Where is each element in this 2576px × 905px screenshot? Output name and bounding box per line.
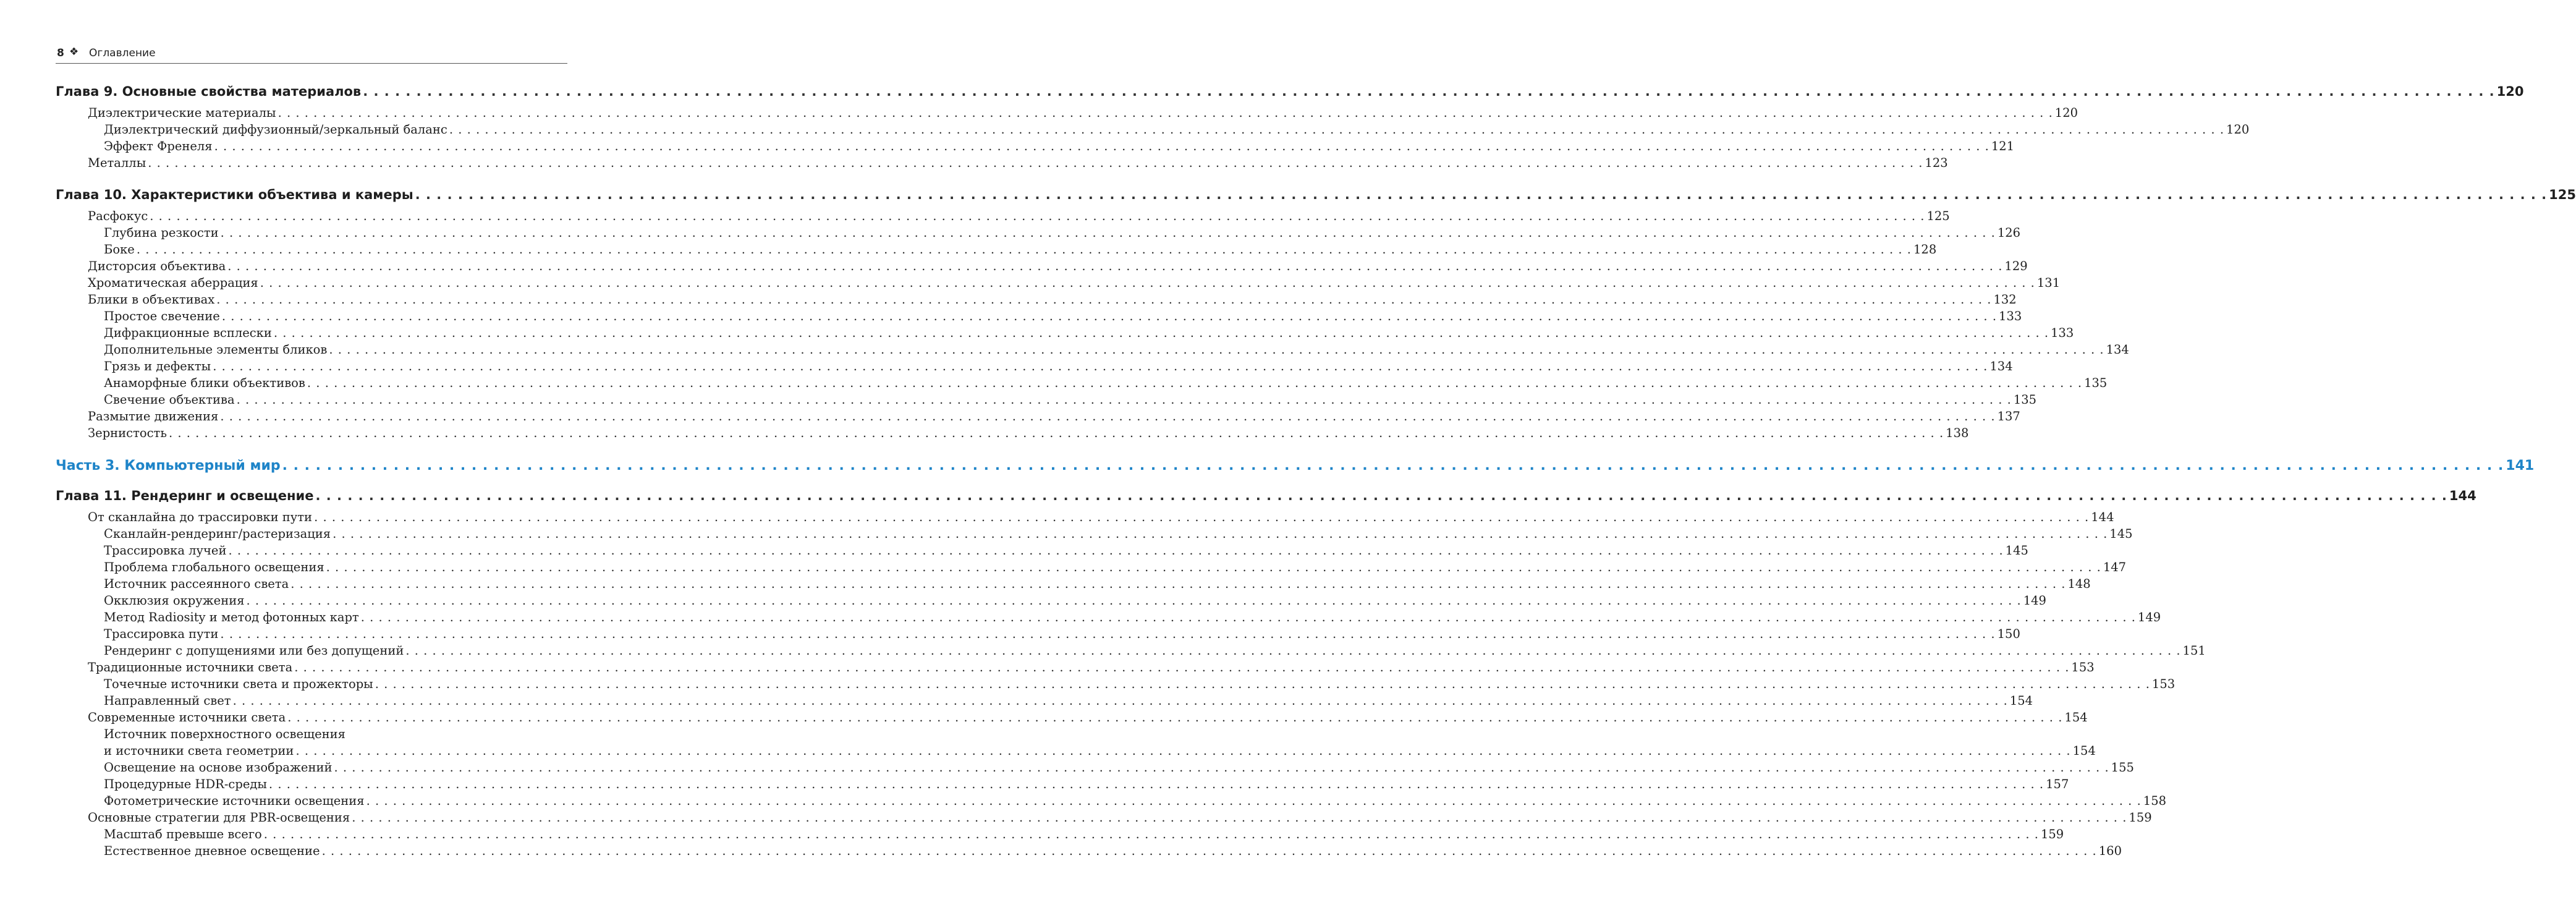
toc-entry-title: Хроматическая аберрация [88,276,258,290]
toc-entry-title: Источник поверхностного освещения [104,727,345,741]
toc-entry-title: Метод Radiosity и метод фотонных карт [104,610,359,624]
toc-entry[interactable] [56,391,2037,408]
dot-leader: . . . . . . . . . . . . . . . . . . . . . . . . . . . . . . . . . . . . . . . . . . . . . . . . . . . . . . . . . . . . . . . . . . . . . . . . . . . . . . . . . . . . . . . . . . . . . . . . . . . . . . . . . . . . . . . . . . . . . . . . . . . . . . . . . . . . . . . . . . . . . . . . . . . . . . . . . . . . . . . . . . . . . . . . . . . . . . . . . . . . . . . . . . . . . . . . . . . . . . . . [273,326,2049,340]
toc-entry[interactable] [56,224,2021,241]
toc-entry-title: Рендеринг с допущениями или без допущений [104,644,404,658]
toc-entry[interactable] [56,676,2176,692]
dot-leader: . . . . . . . . . . . . . . . . . . . . . . . . . . . . . . . . . . . . . . . . . . . . . . . . . . . . . . . . . . . . . . . . . . . . . . . . . . . . . . . . . . . . . . . . . . . . . . . . . . . . . . . . . . . . . . . . . . . . . . . . . . . . . . . . . . . . . . . . . . . . . . . . . . . . . . . . . . . . . . . . . . . . . . . . . . . . . . . . . . . . . . . . . . . . . . . . . . . . . . . . [282,458,2504,474]
toc-page-number: 159 [2129,810,2152,825]
toc-entry-title: Естественное дневное освещение [104,844,320,858]
toc-entry[interactable] [56,258,2028,274]
toc-page-number: 153 [2151,677,2176,691]
toc-page-number: 158 [2143,794,2167,808]
toc-entry[interactable] [56,425,1969,441]
dot-leader: . . . . . . . . . . . . . . . . . . . . . . . . . . . . . . . . . . . . . . . . . . . . . . . . . . . . . . . . . . . . . . . . . . . . . . . . . . . . . . . . . . . . . . . . . . . . . . . . . . . . . . . . . . . . . . . . . . . . . . . . . . . . . . . . . . . . . . . . . . . . . . . . . . . . . . . . . . . . . . . . . . . . . . . . . . . . . . . . . . . . . . . . . . . . . . . . . . . . . . . . [415,187,2548,202]
dot-leader: . . . . . . . . . . . . . . . . . . . . . . . . . . . . . . . . . . . . . . . . . . . . . . . . . . . . . . . . . . . . . . . . . . . . . . . . . . . . . . . . . . . . . . . . . . . . . . . . . . . . . . . . . . . . . . . . . . . . . . . . . . . . . . . . . . . . . . . . . . . . . . . . . . . . . . . . . . . . . . . . . . . . . . . . . . . . . . . . . . . . . . . . . . . . . . . . . . . . . . . . [290,577,2066,591]
running-header [56,43,567,64]
toc-chapter-title: Глава 9. Основные свойства материалов [56,84,362,99]
dot-leader: . . . . . . . . . . . . . . . . . . . . . . . . . . . . . . . . . . . . . . . . . . . . . . . . . . . . . . . . . . . . . . . . . . . . . . . . . . . . . . . . . . . . . . . . . . . . . . . . . . . . . . . . . . . . . . . . . . . . . . . . . . . . . . . . . . . . . . . . . . . . . . . . . . . . . . . . . . . . . . . . . . . . . . . . . . . . . . . . . . . . . . . . . . . . . . . . . . . . . . . . [363,84,2495,99]
toc-entry[interactable] [56,138,2015,155]
toc-entry[interactable] [56,308,2022,325]
toc-entry-title: Грязь и дефекты [104,359,211,373]
toc-page-number: 157 [2046,777,2069,791]
toc-entry[interactable] [56,742,2096,759]
dot-leader: . . . . . . . . . . . . . . . . . . . . . . . . . . . . . . . . . . . . . . . . . . . . . . . . . . . . . . . . . . . . . . . . . . . . . . . . . . . . . . . . . . . . . . . . . . . . . . . . . . . . . . . . . . . . . . . . . . . . . . . . . . . . . . . . . . . . . . . . . . . . . . . . . . . . . . . . . . . . . . . . . . . . . . . . . . . . . . . . . . . . . . . . . . . . . . . . . . . . . . . . [405,644,2181,658]
toc-entry-title: Освещение на основе изображений [104,760,333,775]
toc-entry[interactable] [56,241,1937,258]
toc-entry[interactable] [56,626,2020,642]
toc-entry-title: Расфокус [88,209,148,223]
toc-entry[interactable] [56,542,2028,559]
dot-leader: . . . . . . . . . . . . . . . . . . . . . . . . . . . . . . . . . . . . . . . . . . . . . . . . . . . . . . . . . . . . . . . . . . . . . . . . . . . . . . . . . . . . . . . . . . . . . . . . . . . . . . . . . . . . . . . . . . . . . . . . . . . . . . . . . . . . . . . . . . . . . . . . . . . . . . . . . . . . . . . . . . . . . . . . . . . . . . . . . . . . . . . . . . . . . . . . . . . . . . . . [263,827,2039,841]
toc-page-number: 125 [1926,209,1950,223]
dot-leader: . . . . . . . . . . . . . . . . . . . . . . . . . . . . . . . . . . . . . . . . . . . . . . . . . . . . . . . . . . . . . . . . . . . . . . . . . . . . . . . . . . . . . . . . . . . . . . . . . . . . . . . . . . . . . . . . . . . . . . . . . . . . . . . . . . . . . . . . . . . . . . . . . . . . . . . . . . . . . . . . . . . . . . . . . . . . . . . . . . . . . . . . . . . . . . . . . . . . . . . . [334,760,2109,775]
dot-leader: . . . . . . . . . . . . . . . . . . . . . . . . . . . . . . . . . . . . . . . . . . . . . . . . . . . . . . . . . . . . . . . . . . . . . . . . . . . . . . . . . . . . . . . . . . . . . . . . . . . . . . . . . . . . . . . . . . . . . . . . . . . . . . . . . . . . . . . . . . . . . . . . . . . . . . . . . . . . . . . . . . . . . . . . . . . . . . . . . . . . . . . . . . . . . . . . . . . . . . . . [375,677,2150,691]
toc-chapter-title: Глава 11. Рендеринг и освещение [56,488,314,503]
toc-page-number: 131 [2036,276,2061,290]
toc-entry[interactable] [56,375,2108,391]
toc-entry-title: Источник рассеянного света [104,577,289,591]
toc-page-number: 145 [2005,543,2028,558]
toc-entry-title: Свечение объектива [104,393,235,407]
toc-entry[interactable] [56,274,2061,291]
toc-entry-title: и источники света геометрии [104,744,294,758]
toc-entry-title: Простое свечение [104,309,220,323]
dot-leader: . . . . . . . . . . . . . . . . . . . . . . . . . . . . . . . . . . . . . . . . . . . . . . . . . . . . . . . . . . . . . . . . . . . . . . . . . . . . . . . . . . . . . . . . . . . . . . . . . . . . . . . . . . . . . . . . . . . . . . . . . . . . . . . . . . . . . . . . . . . . . . . . . . . . . . . . . . . . . . . . . . . . . . . . . . . . . . . . . . . . . . . . . . . . . . . . . . . . . . . . [136,242,1912,257]
dot-leader: . . . . . . . . . . . . . . . . . . . . . . . . . . . . . . . . . . . . . . . . . . . . . . . . . . . . . . . . . . . . . . . . . . . . . . . . . . . . . . . . . . . . . . . . . . . . . . . . . . . . . . . . . . . . . . . . . . . . . . . . . . . . . . . . . . . . . . . . . . . . . . . . . . . . . . . . . . . . . . . . . . . . . . . . . . . . . . . . . . . . . . . . . . . . . . . . . . . . . . . . [214,139,1989,153]
dot-leader: . . . . . . . . . . . . . . . . . . . . . . . . . . . . . . . . . . . . . . . . . . . . . . . . . . . . . . . . . . . . . . . . . . . . . . . . . . . . . . . . . . . . . . . . . . . . . . . . . . . . . . . . . . . . . . . . . . . . . . . . . . . . . . . . . . . . . . . . . . . . . . . . . . . . . . . . . . . . . . . . . . . . . . . . . . . . . . . . . . . . . . . . . . . . . . . . . . . . . . . . [360,610,2136,624]
toc-page-number: 141 [2506,458,2535,474]
toc-entry[interactable] [56,341,2129,358]
toc-page-number: 148 [2067,577,2091,591]
toc-entry-title: Дополнительные элементы бликов [104,342,328,357]
dot-leader: . . . . . . . . . . . . . . . . . . . . . . . . . . . . . . . . . . . . . . . . . . . . . . . . . . . . . . . . . . . . . . . . . . . . . . . . . . . . . . . . . . . . . . . . . . . . . . . . . . . . . . . . . . . . . . . . . . . . . . . . . . . . . . . . . . . . . . . . . . . . . . . . . . . . . . . . . . . . . . . . . . . . . . . . . . . . . . . . . . . . . . . . . . . . . . . . . . . . . . . . [352,810,2127,825]
dot-leader: . . . . . . . . . . . . . . . . . . . . . . . . . . . . . . . . . . . . . . . . . . . . . . . . . . . . . . . . . . . . . . . . . . . . . . . . . . . . . . . . . . . . . . . . . . . . . . . . . . . . . . . . . . . . . . . . . . . . . . . . . . . . . . . . . . . . . . . . . . . . . . . . . . . . . . . . . . . . . . . . . . . . . . . . . . . . . . . . . . . . . . . . . . . . . . . . . . . . . . . . [314,510,2090,524]
dot-leader: . . . . . . . . . . . . . . . . . . . . . . . . . . . . . . . . . . . . . . . . . . . . . . . . . . . . . . . . . . . . . . . . . . . . . . . . . . . . . . . . . . . . . . . . . . . . . . . . . . . . . . . . . . . . . . . . . . . . . . . . . . . . . . . . . . . . . . . . . . . . . . . . . . . . . . . . . . . . . . . . . . . . . . . . . . . . . . . . . . . . . . . . . . . . . . . . . . . . . . . . [260,276,2035,290]
toc-entry[interactable] [56,709,2088,726]
toc-entry-title: Диэлектрический диффузионный/зеркальный баланс [104,122,447,137]
toc-page-number: 133 [2051,326,2074,340]
toc-entry-title: Основные стратегии для PBR-освещения [88,810,350,825]
toc-entry[interactable] [56,291,2017,308]
dot-leader: . . . . . . . . . . . . . . . . . . . . . . . . . . . . . . . . . . . . . . . . . . . . . . . . . . . . . . . . . . . . . . . . . . . . . . . . . . . . . . . . . . . . . . . . . . . . . . . . . . . . . . . . . . . . . . . . . . . . . . . . . . . . . . . . . . . . . . . . . . . . . . . . . . . . . . . . . . . . . . . . . . . . . . . . . . . . . . . . . . . . . . . . . . . . . . . . . . . . . . . . [329,342,2104,357]
toc-entry-title: Трассировка лучей [104,543,227,558]
toc-part-3[interactable] [56,454,2535,478]
toc-page-number: 134 [1989,359,2013,373]
table-of-contents [56,77,2576,859]
dot-leader: . . . . . . . . . . . . . . . . . . . . . . . . . . . . . . . . . . . . . . . . . . . . . . . . . . . . . . . . . . . . . . . . . . . . . . . . . . . . . . . . . . . . . . . . . . . . . . . . . . . . . . . . . . . . . . . . . . . . . . . . . . . . . . . . . . . . . . . . . . . . . . . . . . . . . . . . . . . . . . . . . . . . . . . . . . . . . . . . . . . . . . . . . . . . . . . . . . . . . . . . [307,376,2083,390]
toc-page-number: 149 [2023,593,2046,608]
toc-entry-title: Трассировка пути [104,627,219,641]
toc-entry[interactable] [56,642,2206,659]
dot-leader: . . . . . . . . . . . . . . . . . . . . . . . . . . . . . . . . . . . . . . . . . . . . . . . . . . . . . . . . . . . . . . . . . . . . . . . . . . . . . . . . . . . . . . . . . . . . . . . . . . . . . . . . . . . . . . . . . . . . . . . . . . . . . . . . . . . . . . . . . . . . . . . . . . . . . . . . . . . . . . . . . . . . . . . . . . . . . . . . . . . . . . . . . . . . . . . . . . . . . . . . [366,794,2142,808]
toc-page-number: 132 [1993,292,2017,307]
toc-entry-title: Масштаб превыше всего [104,827,262,841]
toc-page-number: 160 [2098,844,2122,858]
toc-entry-title: Глубина резкости [104,226,219,240]
toc-page-number: 129 [2004,259,2028,273]
toc-page-number: 135 [2013,393,2037,407]
toc-page-number: 120 [2054,106,2078,120]
toc-page-number: 123 [1925,156,1948,170]
dot-leader: . . . . . . . . . . . . . . . . . . . . . . . . . . . . . . . . . . . . . . . . . . . . . . . . . . . . . . . . . . . . . . . . . . . . . . . . . . . . . . . . . . . . . . . . . . . . . . . . . . . . . . . . . . . . . . . . . . . . . . . . . . . . . . . . . . . . . . . . . . . . . . . . . . . . . . . . . . . . . . . . . . . . . . . . . . . . . . . . . . . . . . . . . . . . . . . . . . . . . . . . [236,393,2012,407]
dot-leader: . . . . . . . . . . . . . . . . . . . . . . . . . . . . . . . . . . . . . . . . . . . . . . . . . . . . . . . . . . . . . . . . . . . . . . . . . . . . . . . . . . . . . . . . . . . . . . . . . . . . . . . . . . . . . . . . . . . . . . . . . . . . . . . . . . . . . . . . . . . . . . . . . . . . . . . . . . . . . . . . . . . . . . . . . . . . . . . . . . . . . . . . . . . . . . . . . . . . . . . . [321,844,2097,858]
toc-entry-title: Традиционные источники света [88,660,293,674]
toc-page-number: 126 [1997,226,2021,240]
toc-page-number: 144 [2091,510,2114,524]
dot-leader: . . . . . . . . . . . . . . . . . . . . . . . . . . . . . . . . . . . . . . . . . . . . . . . . . . . . . . . . . . . . . . . . . . . . . . . . . . . . . . . . . . . . . . . . . . . . . . . . . . . . . . . . . . . . . . . . . . . . . . . . . . . . . . . . . . . . . . . . . . . . . . . . . . . . . . . . . . . . . . . . . . . . . . . . . . . . . . . . . . . . . . . . . . . . . . . . . . . . . . . . [278,106,2053,120]
dot-leader: . . . . . . . . . . . . . . . . . . . . . . . . . . . . . . . . . . . . . . . . . . . . . . . . . . . . . . . . . . . . . . . . . . . . . . . . . . . . . . . . . . . . . . . . . . . . . . . . . . . . . . . . . . . . . . . . . . . . . . . . . . . . . . . . . . . . . . . . . . . . . . . . . . . . . . . . . . . . . . . . . . . . . . . . . . . . . . . . . . . . . . . . . . . . . . . . . . . . . . . . [221,309,1998,323]
dot-leader: . . . . . . . . . . . . . . . . . . . . . . . . . . . . . . . . . . . . . . . . . . . . . . . . . . . . . . . . . . . . . . . . . . . . . . . . . . . . . . . . . . . . . . . . . . . . . . . . . . . . . . . . . . . . . . . . . . . . . . . . . . . . . . . . . . . . . . . . . . . . . . . . . . . . . . . . . . . . . . . . . . . . . . . . . . . . . . . . . . . . . . . . . . . . . . . . . . . . . . . . [294,660,2070,674]
toc-entry[interactable] [56,325,2074,341]
dot-leader: . . . . . . . . . . . . . . . . . . . . . . . . . . . . . . . . . . . . . . . . . . . . . . . . . . . . . . . . . . . . . . . . . . . . . . . . . . . . . . . . . . . . . . . . . . . . . . . . . . . . . . . . . . . . . . . . . . . . . . . . . . . . . . . . . . . . . . . . . . . . . . . . . . . . . . . . . . . . . . . . . . . . . . . . . . . . . . . . . . . . . . . . . . . . . . . . . . . . . . . . [333,527,2108,541]
toc-page-number: 134 [2106,342,2129,357]
toc-entry[interactable] [56,659,2095,676]
toc-page-number: 145 [2109,527,2133,541]
toc-page-number: 153 [2071,660,2095,674]
toc-entry[interactable] [56,759,2134,776]
dot-leader: . . . . . . . . . . . . . . . . . . . . . . . . . . . . . . . . . . . . . . . . . . . . . . . . . . . . . . . . . . . . . . . . . . . . . . . . . . . . . . . . . . . . . . . . . . . . . . . . . . . . . . . . . . . . . . . . . . . . . . . . . . . . . . . . . . . . . . . . . . . . . . . . . . . . . . . . . . . . . . . . . . . . . . . . . . . . . . . . . . . . . . . . . . . . . . . . . . . . . . . . [220,226,1996,240]
toc-entry-title: Зернистость [88,426,167,440]
toc-entry-title: От сканлайна до трассировки пути [88,510,313,524]
toc-entry-title: Проблема глобального освещения [104,560,324,574]
toc-entry-title: Дифракционные всплески [104,326,272,340]
toc-page-number: 147 [2103,560,2127,574]
toc-page-number: 159 [2040,827,2064,841]
toc-page-number: 150 [1997,627,2020,641]
toc-entry[interactable] [56,609,2161,626]
toc-entry[interactable] [56,509,2114,525]
toc-entry-title: Размытие движения [88,409,219,423]
toc-entry-title: Боке [104,242,135,257]
toc-entry[interactable] [56,358,2013,375]
header-title: Оглавление [89,47,156,59]
toc-entry-title: Блики в объективах [88,292,215,307]
dot-leader: . . . . . . . . . . . . . . . . . . . . . . . . . . . . . . . . . . . . . . . . . . . . . . . . . . . . . . . . . . . . . . . . . . . . . . . . . . . . . . . . . . . . . . . . . . . . . . . . . . . . . . . . . . . . . . . . . . . . . . . . . . . . . . . . . . . . . . . . . . . . . . . . . . . . . . . . . . . . . . . . . . . . . . . . . . . . . . . . . . . . . . . . . . . . . . . . . . . . . . . . [268,777,2044,791]
toc-chapter-9[interactable] [56,80,2524,103]
toc-entry-title: Процедурные HDR-среды [104,777,267,791]
toc-page-number: 120 [2226,122,2250,137]
toc-entry[interactable] [56,559,2127,576]
toc-entry[interactable] [56,692,2033,709]
dot-leader: . . . . . . . . . . . . . . . . . . . . . . . . . . . . . . . . . . . . . . . . . . . . . . . . . . . . . . . . . . . . . . . . . . . . . . . . . . . . . . . . . . . . . . . . . . . . . . . . . . . . . . . . . . . . . . . . . . . . . . . . . . . . . . . . . . . . . . . . . . . . . . . . . . . . . . . . . . . . . . . . . . . . . . . . . . . . . . . . . . . . . . . . . . . . . . . . . . . . . . . . [246,593,2022,608]
dot-leader: . . . . . . . . . . . . . . . . . . . . . . . . . . . . . . . . . . . . . . . . . . . . . . . . . . . . . . . . . . . . . . . . . . . . . . . . . . . . . . . . . . . . . . . . . . . . . . . . . . . . . . . . . . . . . . . . . . . . . . . . . . . . . . . . . . . . . . . . . . . . . . . . . . . . . . . . . . . . . . . . . . . . . . . . . . . . . . . . . . . . . . . . . . . . . . . . . . . . . . . . [220,627,1996,641]
dot-leader: . . . . . . . . . . . . . . . . . . . . . . . . . . . . . . . . . . . . . . . . . . . . . . . . . . . . . . . . . . . . . . . . . . . . . . . . . . . . . . . . . . . . . . . . . . . . . . . . . . . . . . . . . . . . . . . . . . . . . . . . . . . . . . . . . . . . . . . . . . . . . . . . . . . . . . . . . . . . . . . . . . . . . . . . . . . . . . . . . . . . . . . . . . . . . . . . . . . . . . . . [216,292,1992,307]
toc-page-number: 155 [2111,760,2134,775]
toc-page-number: 121 [1991,139,2015,153]
toc-chapter-11[interactable] [56,485,2476,507]
toc-entry-title: Направленный свет [104,694,231,708]
toc-page-number: 137 [1997,409,2020,423]
toc-page-number: 135 [2084,376,2108,390]
toc-entry[interactable] [56,809,2152,826]
toc-entry[interactable] [56,208,1950,224]
dot-leader: . . . . . . . . . . . . . . . . . . . . . . . . . . . . . . . . . . . . . . . . . . . . . . . . . . . . . . . . . . . . . . . . . . . . . . . . . . . . . . . . . . . . . . . . . . . . . . . . . . . . . . . . . . . . . . . . . . . . . . . . . . . . . . . . . . . . . . . . . . . . . . . . . . . . . . . . . . . . . . . . . . . . . . . . . . . . . . . . . . . . . . . . . . . . . . . . . . . . . . . . [227,259,2003,273]
toc-page-number: 154 [2009,694,2033,708]
toc-entry-title: Окклюзия окружения [104,593,245,608]
toc-page-number: 151 [2182,644,2206,658]
dot-leader: . . . . . . . . . . . . . . . . . . . . . . . . . . . . . . . . . . . . . . . . . . . . . . . . . . . . . . . . . . . . . . . . . . . . . . . . . . . . . . . . . . . . . . . . . . . . . . . . . . . . . . . . . . . . . . . . . . . . . . . . . . . . . . . . . . . . . . . . . . . . . . . . . . . . . . . . . . . . . . . . . . . . . . . . . . . . . . . . . . . . . . . . . . . . . . . . . . . . . . . . [315,488,2447,503]
toc-entry[interactable] [56,726,567,742]
toc-entry-title: Сканлайн-рендеринг/растеризация [104,527,331,541]
page-number: 8 [57,47,64,59]
toc-page-number: 125 [2549,187,2576,202]
toc-entry[interactable] [56,104,2078,121]
toc-page-number: 133 [1999,309,2022,323]
ornament-icon: ❖ [69,46,79,58]
dot-leader: . . . . . . . . . . . . . . . . . . . . . . . . . . . . . . . . . . . . . . . . . . . . . . . . . . . . . . . . . . . . . . . . . . . . . . . . . . . . . . . . . . . . . . . . . . . . . . . . . . . . . . . . . . . . . . . . . . . . . . . . . . . . . . . . . . . . . . . . . . . . . . . . . . . . . . . . . . . . . . . . . . . . . . . . . . . . . . . . . . . . . . . . . . . . . . . . . . . . . . . . [326,560,2101,574]
toc-entry[interactable] [56,776,2069,792]
toc-entry[interactable] [56,408,2020,425]
toc-entry[interactable] [56,525,2133,542]
toc-entry-title: Дисторсия объектива [88,259,226,273]
toc-entry-title: Современные источники света [88,710,286,724]
toc-entry-title: Точечные источники света и прожекторы [104,677,373,691]
toc-page-number: 154 [2064,710,2088,724]
toc-entry-title: Эффект Френеля [104,139,213,153]
toc-entry-title: Диэлектрические материалы [88,106,276,120]
toc-entry-title: Металлы [88,156,146,170]
toc-entry[interactable] [56,155,1948,171]
toc-entry-title: Фотометрические источники освещения [104,794,365,808]
dot-leader: . . . . . . . . . . . . . . . . . . . . . . . . . . . . . . . . . . . . . . . . . . . . . . . . . . . . . . . . . . . . . . . . . . . . . . . . . . . . . . . . . . . . . . . . . . . . . . . . . . . . . . . . . . . . . . . . . . . . . . . . . . . . . . . . . . . . . . . . . . . . . . . . . . . . . . . . . . . . . . . . . . . . . . . . . . . . . . . . . . . . . . . . . . . . . . . . . . . . . . . . [228,543,2004,558]
toc-entry[interactable] [56,121,2250,138]
toc-chapter-10[interactable] [56,184,2576,206]
toc-page-number: 144 [2449,488,2476,503]
dot-leader: . . . . . . . . . . . . . . . . . . . . . . . . . . . . . . . . . . . . . . . . . . . . . . . . . . . . . . . . . . . . . . . . . . . . . . . . . . . . . . . . . . . . . . . . . . . . . . . . . . . . . . . . . . . . . . . . . . . . . . . . . . . . . . . . . . . . . . . . . . . . . . . . . . . . . . . . . . . . . . . . . . . . . . . . . . . . . . . . . . . . . . . . . . . . . . . . . . . . . . . . [213,359,1988,373]
dot-leader: . . . . . . . . . . . . . . . . . . . . . . . . . . . . . . . . . . . . . . . . . . . . . . . . . . . . . . . . . . . . . . . . . . . . . . . . . . . . . . . . . . . . . . . . . . . . . . . . . . . . . . . . . . . . . . . . . . . . . . . . . . . . . . . . . . . . . . . . . . . . . . . . . . . . . . . . . . . . . . . . . . . . . . . . . . . . . . . . . . . . . . . . . . . . . . . . . . . . . . . . [449,122,2225,137]
dot-leader: . . . . . . . . . . . . . . . . . . . . . . . . . . . . . . . . . . . . . . . . . . . . . . . . . . . . . . . . . . . . . . . . . . . . . . . . . . . . . . . . . . . . . . . . . . . . . . . . . . . . . . . . . . . . . . . . . . . . . . . . . . . . . . . . . . . . . . . . . . . . . . . . . . . . . . . . . . . . . . . . . . . . . . . . . . . . . . . . . . . . . . . . . . . . . . . . . . . . . . . . [148,156,1923,170]
dot-leader: . . . . . . . . . . . . . . . . . . . . . . . . . . . . . . . . . . . . . . . . . . . . . . . . . . . . . . . . . . . . . . . . . . . . . . . . . . . . . . . . . . . . . . . . . . . . . . . . . . . . . . . . . . . . . . . . . . . . . . . . . . . . . . . . . . . . . . . . . . . . . . . . . . . . . . . . . . . . . . . . . . . . . . . . . . . . . . . . . . . . . . . . . . . . . . . . . . . . . . . . [232,694,2008,708]
dot-leader: . . . . . . . . . . . . . . . . . . . . . . . . . . . . . . . . . . . . . . . . . . . . . . . . . . . . . . . . . . . . . . . . . . . . . . . . . . . . . . . . . . . . . . . . . . . . . . . . . . . . . . . . . . . . . . . . . . . . . . . . . . . . . . . . . . . . . . . . . . . . . . . . . . . . . . . . . . . . . . . . . . . . . . . . . . . . . . . . . . . . . . . . . . . . . . . . . . . . . . . . [287,710,2063,724]
toc-entry[interactable] [56,576,2091,592]
toc-entry[interactable] [56,826,2064,843]
toc-page-number: 149 [2137,610,2161,624]
toc-entry[interactable] [56,792,2167,809]
dot-leader: . . . . . . . . . . . . . . . . . . . . . . . . . . . . . . . . . . . . . . . . . . . . . . . . . . . . . . . . . . . . . . . . . . . . . . . . . . . . . . . . . . . . . . . . . . . . . . . . . . . . . . . . . . . . . . . . . . . . . . . . . . . . . . . . . . . . . . . . . . . . . . . . . . . . . . . . . . . . . . . . . . . . . . . . . . . . . . . . . . . . . . . . . . . . . . . . . . . . . . . . [168,426,1944,440]
toc-page-number: 138 [1946,426,1969,440]
dot-leader: . . . . . . . . . . . . . . . . . . . . . . . . . . . . . . . . . . . . . . . . . . . . . . . . . . . . . . . . . . . . . . . . . . . . . . . . . . . . . . . . . . . . . . . . . . . . . . . . . . . . . . . . . . . . . . . . . . . . . . . . . . . . . . . . . . . . . . . . . . . . . . . . . . . . . . . . . . . . . . . . . . . . . . . . . . . . . . . . . . . . . . . . . . . . . . . . . . . . . . . . [220,409,1996,423]
toc-chapter-title: Глава 10. Характеристики объектива и камеры [56,187,413,202]
toc-part-title: Часть 3. Компьютерный мир [56,458,281,474]
dot-leader: . . . . . . . . . . . . . . . . . . . . . . . . . . . . . . . . . . . . . . . . . . . . . . . . . . . . . . . . . . . . . . . . . . . . . . . . . . . . . . . . . . . . . . . . . . . . . . . . . . . . . . . . . . . . . . . . . . . . . . . . . . . . . . . . . . . . . . . . . . . . . . . . . . . . . . . . . . . . . . . . . . . . . . . . . . . . . . . . . . . . . . . . . . . . . . . . . . . . . . . . [150,209,1925,223]
toc-page-number: 154 [2072,744,2096,758]
toc-entry[interactable] [56,592,2046,609]
toc-entry-title: Анаморфные блики объективов [104,376,305,390]
dot-leader: . . . . . . . . . . . . . . . . . . . . . . . . . . . . . . . . . . . . . . . . . . . . . . . . . . . . . . . . . . . . . . . . . . . . . . . . . . . . . . . . . . . . . . . . . . . . . . . . . . . . . . . . . . . . . . . . . . . . . . . . . . . . . . . . . . . . . . . . . . . . . . . . . . . . . . . . . . . . . . . . . . . . . . . . . . . . . . . . . . . . . . . . . . . . . . . . . . . . . . . . [295,744,2071,758]
toc-page-number: 120 [2496,84,2524,99]
toc-page-number: 128 [1913,242,1937,257]
toc-entry[interactable] [56,843,2122,859]
